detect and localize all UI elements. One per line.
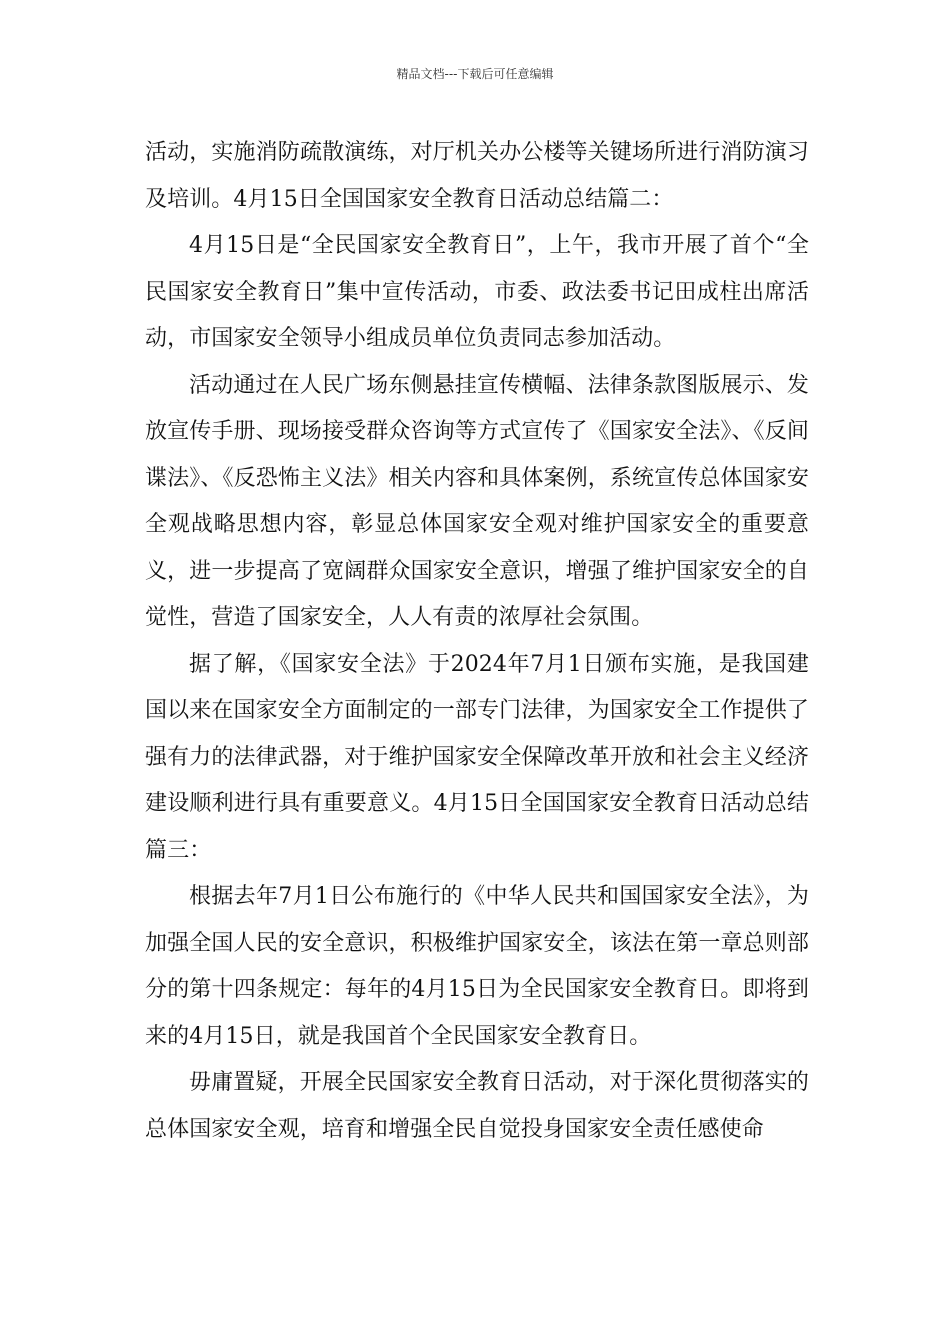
paragraph-3: 活动通过在人民广场东侧悬挂宣传横幅、法律条款图版展示、发放宣传手册、现场接受群众咨询等方式宣传了《国家安全法》、《反间谍法》、《反恐怖主义法》相关内容和具体案例，系统宣传总体国家安全观战略思想内容，彰显总体国家安全观对维护国家安全的重要意义，进一步提高了宽阔群众国家安全意识，增强了维护国家安全的自觉性，营造了国家安全，人人有责的浓厚社会氛围。	[145, 372, 809, 630]
paragraph-2: 4月15日是“全民国家安全教育日”，上午，我市开展了首个“全民国家安全教育日”集中宣传活动，市委、政法委书记田成柱出席活动，市国家安全领导小组成员单位负责同志参加活动。	[145, 233, 809, 351]
document-body	[145, 130, 809, 1153]
paragraph-1: 活动，实施消防疏散演练，对厅机关办公楼等关键场所进行消防演习及培训。4月15日全国国家安全教育日活动总结篇二：	[145, 140, 809, 212]
paragraph-5: 根据去年7月1日公布施行的《中华人民共和国国家安全法》，为加强全国人民的安全意识，积极维护国家安全，该法在第一章总则部分的第十四条规定：每年的4月15日为全民国家安全教育日。即将到来的4月15日，就是我国首个全民国家安全教育日。	[145, 884, 809, 1049]
page-header: 精品文档---下载后可任意编辑	[396, 67, 554, 81]
paragraph-6: 毋庸置疑，开展全民国家安全教育日活动，对于深化贯彻落实的总体国家安全观，培育和增强全民自觉投身国家安全责任感使命	[145, 1070, 809, 1142]
paragraph-4: 据了解，《国家安全法》于2024年7月1日颁布实施，是我国建国以来在国家安全方面制定的一部专门法律，为国家安全工作提供了强有力的法律武器，对于维护国家安全保障改革开放和社会主义经济建设顺利进行具有重要意义。4月15日全国国家安全教育日活动总结篇三：	[145, 651, 809, 863]
